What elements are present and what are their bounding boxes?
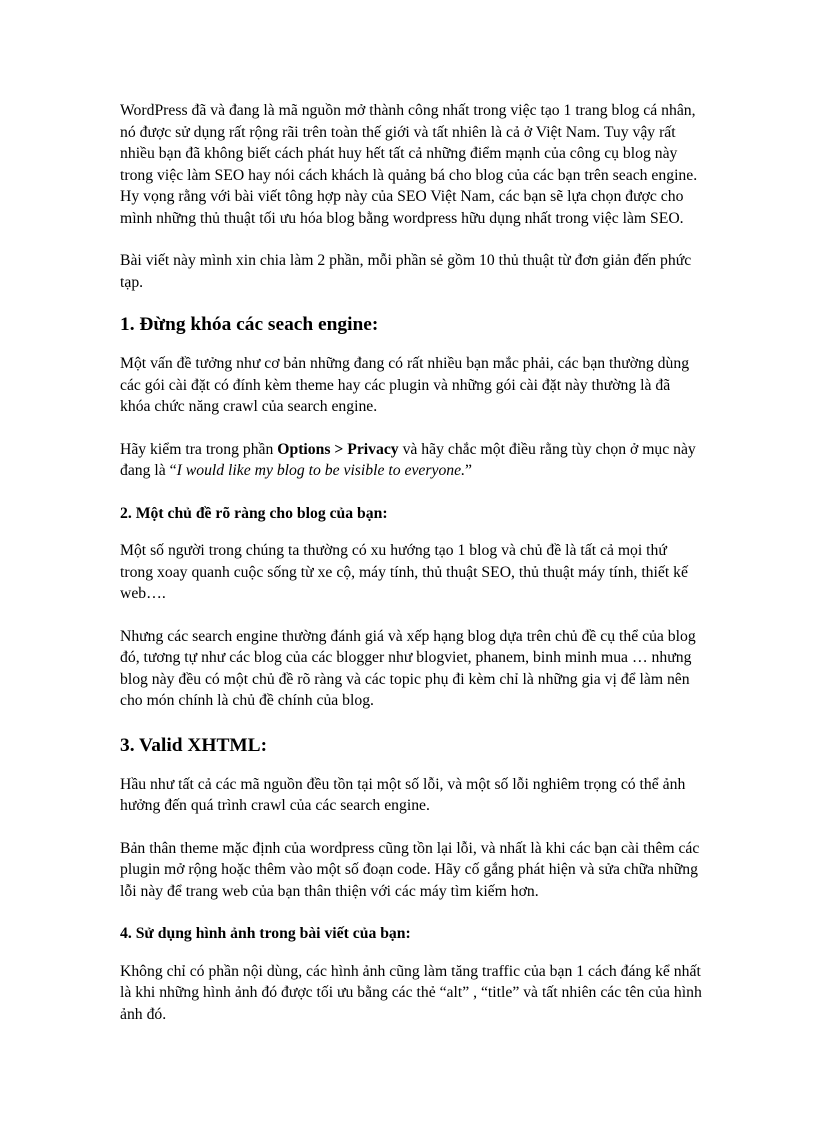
section-2-paragraph-1: Một số người trong chúng ta thường có xu hướng tạo 1 blog và chủ đề là tất cả mọi thứ trong xoay quanh cuộc sống từ xe cộ, máy tính, thủ thuật SEO, thủ thuật máy tính, thiết kế web…. xyxy=(120,542,688,602)
section-1-heading: 1. Đừng khóa các seach engine: xyxy=(120,314,379,335)
section-1-paragraph-1: Một vấn đề tưởng như cơ bản những đang có rất nhiều bạn mắc phải, các bạn thường dùng các gói cài đặt có đính kèm theme hay các plugin và những gói cài đặt này thường là đã khóa chức năng crawl của search engine. xyxy=(120,355,690,415)
visibility-option-text: I would like my blog to be visible to everyone. xyxy=(176,462,466,479)
section-1-p2-text-c: ” xyxy=(465,462,472,479)
section-3-heading: 3. Valid XHTML: xyxy=(120,734,268,756)
intro-paragraph-2: Bài viết này mình xin chia làm 2 phần, mỗi phần sẻ gồm 10 thủ thuật từ đơn giản đến phức tạp. xyxy=(120,252,692,291)
section-2-paragraph-2: Nhưng các search engine thường đánh giá và xếp hạng blog dựa trên chủ đề cụ thể của blog đó, tương tự như các blog của các blogger như blogviet, phanem, binh minh mua … nhưng blog này đều có một chủ đề rõ ràng và các topic phụ đi kèm chỉ là những gia vị để làm nên cho món chính là chủ đề chính của blog. xyxy=(120,627,696,709)
section-3-paragraph-2: Bản thân theme mặc định của wordpress cũng tồn lại lỗi, và nhất là khi các bạn cài thêm các plugin mở rộng hoặc thêm vào một số đoạn code. Hãy cố gắng phát hiện và sửa chữa những lỗi này để trang web của bạn thân thiện với các máy tìm kiếm hơn. xyxy=(120,839,700,900)
section-1-p2-text-a: Hãy kiểm tra trong phần xyxy=(120,440,278,458)
options-privacy-path: Options > Privacy xyxy=(277,440,399,458)
section-3-paragraph-1: Hầu như tất cả các mã nguồn đều tồn tại một số lỗi, và một số lỗi nghiêm trọng có thể ảnh hưởng đến quá trình crawl của các search engine. xyxy=(120,775,686,814)
section-1-paragraph-2 xyxy=(120,439,702,482)
section-1-p2-text-b: và hãy chắc một điều rằng tùy chọn ở mục này đang là “ xyxy=(120,440,696,479)
section-4-paragraph-1: Không chỉ có phần nội dùng, các hình ảnh cũng làm tăng traffic của bạn 1 cách đáng kể nhất là khi những hình ảnh đó được tối ưu bằng các thẻ “alt” , “title” và tất nhiên các tên của hình ảnh đó. xyxy=(120,962,702,1023)
document-page xyxy=(120,100,702,1025)
section-2-heading: 2. Một chủ đề rõ ràng cho blog của bạn: xyxy=(120,504,388,522)
intro-paragraph-1: WordPress đã và đang là mã nguồn mở thành công nhất trong việc tạo 1 trang blog cá nhân, nó được sử dụng rất rộng rãi trên toàn thế giới và tất nhiên là cả ở Việt Nam. Tuy vậy rất nhiều bạn đã không biết cách phát huy hết tất cả những điểm mạnh của công cụ blog này trong việc làm SEO hay nói cách khách là quảng bá cho blog của các bạn trên seach engine. Hy vọng rằng với bài viết tông hợp này của SEO Việt Nam, các bạn sẽ lựa chọn được cho mình những thủ thuật tối ưu hóa blog bằng wordpress hữu dụng nhất trong việc làm SEO. xyxy=(120,102,698,227)
section-4-heading: 4. Sử dụng hình ảnh trong bài viết của bạn: xyxy=(120,925,411,942)
